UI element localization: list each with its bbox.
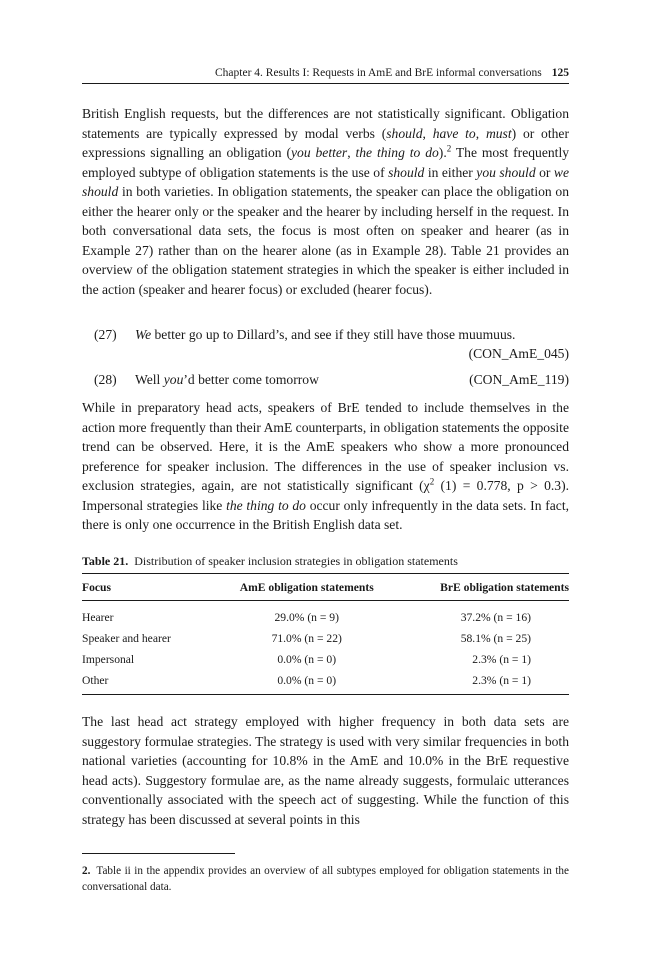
example-reference: (CON_AmE_119) (469, 372, 569, 387)
cell-ame: 71.0% (n = 22) (271, 632, 342, 645)
example-text: Well you’d better come tomorrow (135, 372, 319, 387)
paragraph-3: The last head act strategy employed with higher frequency in both data sets are suggestory formulae strategies. The strategy is used with very similar frequencies in both national varieties (accounting for 10.8% in the AmE and 10.0% in the BrE requestive head acts). Suggestory formulae are, as the name already suggests, formulaic utterances conventionally associated with the speech act of suggesting. While the function of this strategy has been discussed at several points in this (82, 714, 569, 827)
distribution-table (82, 573, 569, 695)
table-caption-text: Distribution of speaker inclusion strategies in obligation statements (134, 554, 458, 568)
cell-ame: 29.0% (n = 9) (274, 611, 339, 624)
cell-focus: Other (82, 670, 217, 695)
cell-bre: 58.1% (n = 25) (460, 632, 531, 645)
table-caption-label: Table 21. (82, 554, 129, 568)
example-text: We better go up to Dillard’s, and see if they still have those muumuus. (135, 327, 516, 342)
page-number: 125 (551, 67, 569, 79)
running-title: Chapter 4. Results I: Requests in AmE and BrE informal conversations (215, 67, 542, 79)
cell-bre: 2.3% (n = 1) (396, 670, 569, 695)
cell-focus: Hearer (82, 611, 114, 624)
header-bre: BrE obligation statements (396, 574, 569, 601)
table-row (82, 649, 569, 670)
table-row (82, 601, 569, 629)
paragraph-1: British English requests, but the differences are not statistically significant. Obligation statements are typically expressed by modal verbs (should, have to, must) or other expressions signalling an obligation (you better, the thing to do).$^2$ The most frequently employed subtype of obligation statements is the use of should in either you should or we should in both varieties. In obligation statements, the speaker can place the obligation on either the hearer only or the speaker and the hearer by including herself in the request. In both conversational data sets, the focus is most often on speaker and hearer (as in Example 27) rather than on the hearer alone (as in Example 28). Table 21 provides an overview of the obligation statement strategies in which the speaker is either included in the action (speaker and hearer focus) or excluded (hearer focus). (82, 106, 570, 297)
header-rule (82, 83, 569, 84)
example-reference: (CON_AmE_045) (468, 346, 569, 361)
cell-bre: 37.2% (n = 16) (460, 611, 531, 624)
running-header (82, 66, 569, 80)
table-row (82, 628, 569, 649)
cell-bre: 2.3% (n = 1) (472, 653, 531, 666)
example-number: (28) (94, 372, 117, 387)
table-caption (82, 554, 569, 569)
footnote-marker: 2. (82, 865, 91, 877)
footnote (82, 864, 569, 895)
header-focus: Focus (82, 574, 217, 601)
cell-focus: Speaker and hearer (82, 632, 171, 645)
header-ame: AmE obligation statements (217, 574, 396, 601)
example-28 (82, 370, 569, 390)
cell-focus: Impersonal (82, 653, 135, 666)
example-number: (27) (94, 327, 117, 342)
footnote-rule (82, 853, 235, 854)
footnote-text: Table ii in the appendix provides an overview of all subtypes employed for obligation statements in the conversational data. (82, 865, 569, 893)
example-27 (82, 325, 569, 367)
paragraph-2: While in preparatory head acts, speakers of BrE tended to include themselves in the action more frequently than their AmE counterparts, in obligation statements the opposite trend can be observed. Here, it is the AmE speakers who show a more pronounced preference for speaker inclusion. The differences in the use of speaker inclusion vs. exclusion strategies, again, are not statistically significant ($\chi^2$ (1) = 0.778, p > 0.3). Impersonal strategies like the thing to do occur only infrequently in the data sets. In fact, there is only one occurrence in the British English data set. (82, 400, 570, 532)
table-header-row (82, 574, 569, 601)
cell-ame: 0.0% (n = 0) (277, 653, 337, 666)
cell-ame: 0.0% (n = 0) (217, 670, 396, 695)
table-row (82, 670, 569, 695)
